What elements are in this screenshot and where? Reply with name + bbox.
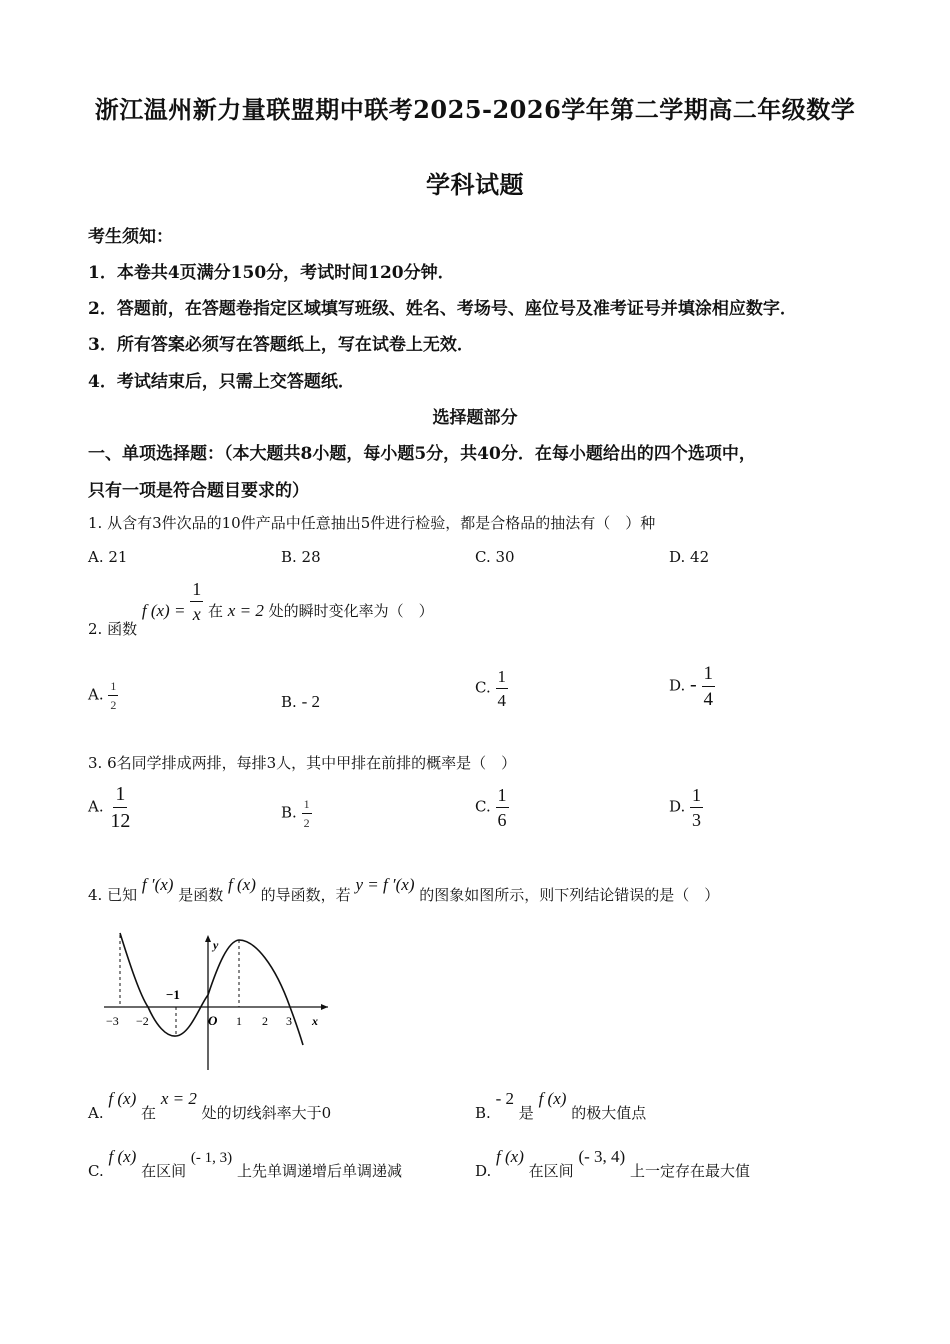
q2-mid: 在 [208, 601, 224, 620]
q4-option-c: C. f (x) 在区间 (- 1, 3) 上先单调递增后单调递减 [88, 1147, 402, 1180]
question-2-text [88, 579, 434, 638]
x-axis-arrow-icon [321, 1004, 328, 1010]
q2-option-a: A. $\frac{1}{2}$ [88, 679, 117, 712]
q2-fraction: $\frac{1}{x}$ [192, 579, 202, 624]
section-heading: 选择题部分 [432, 408, 518, 428]
q3-option-d-fraction: $\frac{1}{3}$ [692, 785, 702, 830]
q3-option-c-fraction: $\frac{1}{6}$ [497, 785, 507, 830]
part1-instructions-line2: 只有一项是符合题目要求的） [88, 481, 309, 501]
origin-label: O [208, 1013, 218, 1028]
question-3-text: 3. 6名同学排成两排，每排3人，其中甲排在前排的概率是（ ） [88, 754, 517, 772]
tick-label-minus3: −3 [106, 1014, 119, 1028]
x-axis-label: x [312, 1014, 318, 1028]
q1-option-b: B. 28 [281, 548, 321, 566]
q2-option-a-fraction: $\frac{1}{2}$ [110, 679, 117, 712]
derivative-graph [100, 925, 340, 1075]
q2-suffix: 处的瞬时变化率为（ ） [268, 601, 434, 620]
derivative-curve [120, 933, 303, 1045]
y-axis-arrow-icon [205, 935, 211, 942]
q1-option-c: C. 30 [475, 548, 515, 566]
notice-item-1: 1．本卷共4页满分150分，考试时间120分钟． [88, 263, 455, 283]
q4-option-a: A. f (x) 在 x = 2 处的切线斜率大于0 [88, 1089, 332, 1122]
q2-option-d: D. - $\frac{1}{4}$ [669, 663, 713, 710]
q1-option-d: D. 42 [669, 548, 710, 566]
q3-option-d: D. $\frac{1}{3}$ [669, 785, 702, 830]
q3-option-a: A. $\frac{1}{12}$ [88, 783, 131, 832]
q4-option-d: D. f (x) 在区间 (- 3, 4) 上一定存在最大值 [475, 1147, 750, 1180]
question-4-text: 4. 已知 f ′(x) 是函数 f (x) 的导函数，若 y = f ′(x) 的图象如图所示，则下列结论错误的是（ ） [88, 875, 720, 904]
q3-option-b-fraction: $\frac{1}{2}$ [303, 797, 310, 830]
q4-y-equals: y = f ′(x) [355, 875, 415, 894]
tick-label-1: 1 [236, 1014, 242, 1028]
q4-f: f (x) [228, 875, 256, 894]
tick-label-minus2: −2 [136, 1014, 149, 1028]
q3-option-c: C. $\frac{1}{6}$ [475, 785, 507, 830]
q1-option-a: A. 21 [88, 548, 128, 566]
q2-condition: x = 2 [227, 600, 264, 620]
question-1-text: 1. 从含有3件次品的10件产品中任意抽出5件进行检验，都是合格品的抽法有（ ）种 [88, 514, 656, 532]
tick-label-3: 3 [286, 1014, 292, 1028]
notice-heading: 考生须知： [88, 227, 173, 247]
q3-option-b: B. $\frac{1}{2}$ [281, 797, 310, 830]
notice-item-2: 2．答题前，在答题卷指定区域填写班级、姓名、考场号、座位号及准考证号并填涂相应数字． [88, 299, 797, 319]
q4-f-prime: f ′(x) [141, 875, 174, 894]
q4-option-b: B. - 2 是 f (x) 的极大值点 [475, 1089, 647, 1122]
minus-one-label: −1 [166, 987, 180, 1002]
q2-prefix: 2. 函数 [88, 619, 138, 638]
notice-item-4: 4．考试结束后，只需上交答题纸． [88, 372, 355, 392]
q2-function: f (x) = [141, 600, 186, 620]
q2-option-c: C. $\frac{1}{4}$ [475, 667, 506, 710]
part1-instructions-line1: 一、单项选择题：（本大题共8小题，每小题5分，共40分．在每小题给出的四个选项中， [88, 444, 756, 464]
q2-option-c-fraction: $\frac{1}{4}$ [497, 667, 506, 710]
exam-title-line2: 学科试题 [426, 170, 524, 199]
q2-option-d-fraction: $\frac{1}{4}$ [703, 663, 713, 710]
q2-option-b: B. - 2 [281, 692, 320, 711]
q3-option-a-fraction: $\frac{1}{12}$ [110, 783, 131, 832]
notice-item-3: 3．所有答案必须写在答题纸上，写在试卷上无效． [88, 335, 474, 355]
y-axis-label: y [213, 938, 219, 952]
exam-title-line1: 浙江温州新力量联盟期中联考2025-2026学年第二学期高二年级数学 [94, 95, 856, 124]
tick-label-2: 2 [262, 1014, 268, 1028]
